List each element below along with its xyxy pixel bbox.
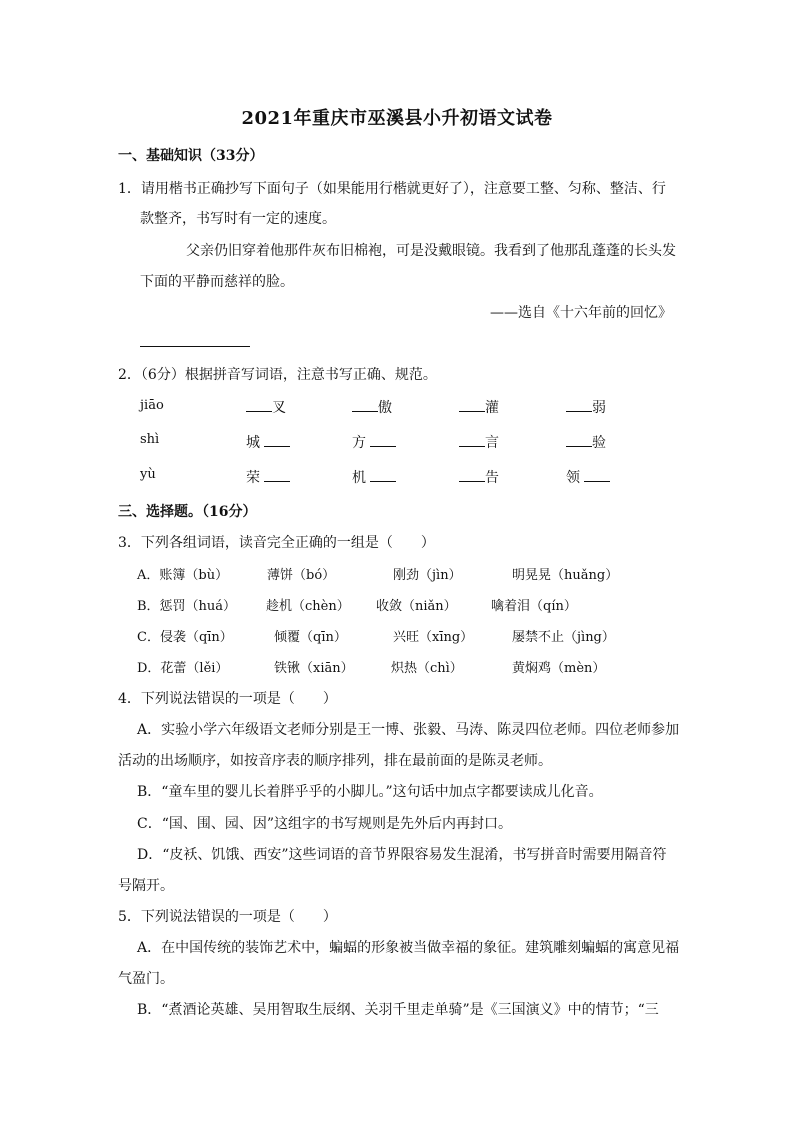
q5-option-a-line1: A．在中国传统的装饰艺术中，蝙蝠的形象被当做幸福的象征。建筑雕刻蝙蝠的寓意见福 <box>137 940 680 956</box>
q3-option-word: 炽热（chì） <box>391 661 463 676</box>
q4-option-a-line2: 活动的出场顺序，如按音序表的顺序排列，排在最前面的是陈灵老师。 <box>118 753 552 769</box>
q5-option-b: B．“煮酒论英雄、吴用智取生辰纲、关羽千里走单骑”是《三国演义》中的情节；“三 <box>137 1002 659 1018</box>
q3-option-word: 倾覆（qīn） <box>274 630 347 645</box>
q2-item: 方 <box>352 432 396 452</box>
q2-item: 叉 <box>246 397 286 417</box>
q2-item: 告 <box>459 467 499 487</box>
q2-pinyin: yù <box>140 467 156 482</box>
q5-stem: 5．下列说法错误的一项是（ ） <box>118 909 337 925</box>
q2-item: 弱 <box>566 397 606 417</box>
q1-stem-line1: 1．请用楷书正确抄写下面句子（如果能用行楷就更好了），注意要工整、匀称、整洁、行 <box>118 181 666 197</box>
q4-option-b: B．“童车里的婴儿长着胖乎乎的小脚儿。”这句话中加点字都要读成儿化音。 <box>137 784 603 800</box>
q2-item: 言 <box>459 432 499 452</box>
q1-stem-line2: 款整齐，书写时有一定的速度。 <box>140 211 336 227</box>
q4-option-a-line1: A．实验小学六年级语文老师分别是王一博、张毅、马涛、陈灵四位老师。四位老师参加 <box>137 722 680 738</box>
q2-item: 城 <box>246 432 290 452</box>
q1-quote-line1: 父亲仍旧穿着他那件灰布旧棉袍，可是没戴眼镜。我看到了他那乱蓬蓬的长头发 <box>186 243 676 259</box>
q3-option-word: 铁锹（xiān） <box>274 661 354 676</box>
q2-item: 灌 <box>459 397 499 417</box>
q1-quote-line2: 下面的平静而慈祥的脸。 <box>140 274 294 290</box>
q3-option-a: A．账簿（bù） <box>137 568 229 583</box>
q5-option-a-line2: 气盈门。 <box>118 971 174 987</box>
q3-option-word: 兴旺（xīng） <box>393 630 474 645</box>
section-heading-3: 三、选择题。（16分） <box>118 504 257 520</box>
q3-option-c: C．侵袭（qīn） <box>137 630 233 645</box>
section-heading-1: 一、基础知识（33分） <box>118 148 264 164</box>
q3-option-b: B．惩罚（huá） <box>137 599 237 614</box>
q4-stem: 4．下列说法错误的一项是（ ） <box>118 691 337 707</box>
q3-option-word: 收敛（niǎn） <box>376 599 457 614</box>
q1-source: ——选自《十六年前的回忆》 <box>490 305 672 321</box>
q2-item: 傲 <box>352 397 392 417</box>
q3-stem: 3．下列各组词语，读音完全正确的一组是（ ） <box>118 535 435 551</box>
page-title: 2021年重庆市巫溪县小升初语文试卷 <box>241 108 553 129</box>
q4-option-d-line2: 号隔开。 <box>118 878 174 894</box>
q3-option-d: D．花蕾（lěi） <box>137 661 229 676</box>
q3-option-word: 噙着泪（qín） <box>491 599 577 614</box>
q3-option-word: 黄焖鸡（mèn） <box>512 661 606 676</box>
q3-option-word: 屡禁不止（jìng） <box>512 630 615 645</box>
q4-option-c: C．“国、围、园、因”这组字的书写规则是先外后内再封口。 <box>137 816 513 832</box>
q2-item: 领 <box>566 467 610 487</box>
q2-pinyin: shì <box>140 432 160 447</box>
q3-option-word: 趁机（chèn） <box>266 599 350 614</box>
q4-option-d-line1: D．“皮袄、饥饿、西安”这些词语的音节界限容易发生混淆，书写拼音时需要用隔音符 <box>137 847 667 863</box>
q2-item: 机 <box>352 467 396 487</box>
q2-stem: 2．（6分）根据拼音写词语，注意书写正确、规范。 <box>118 367 437 383</box>
q2-item: 验 <box>566 432 606 452</box>
q1-answer-line <box>140 346 250 347</box>
q2-item: 荣 <box>246 467 290 487</box>
q2-pinyin: jiāo <box>140 398 164 413</box>
q3-option-word: 明晃晃（huǎng） <box>512 568 619 583</box>
q3-option-word: 薄饼（bó） <box>267 568 336 583</box>
q3-option-word: 刚劲（jìn） <box>393 568 462 583</box>
